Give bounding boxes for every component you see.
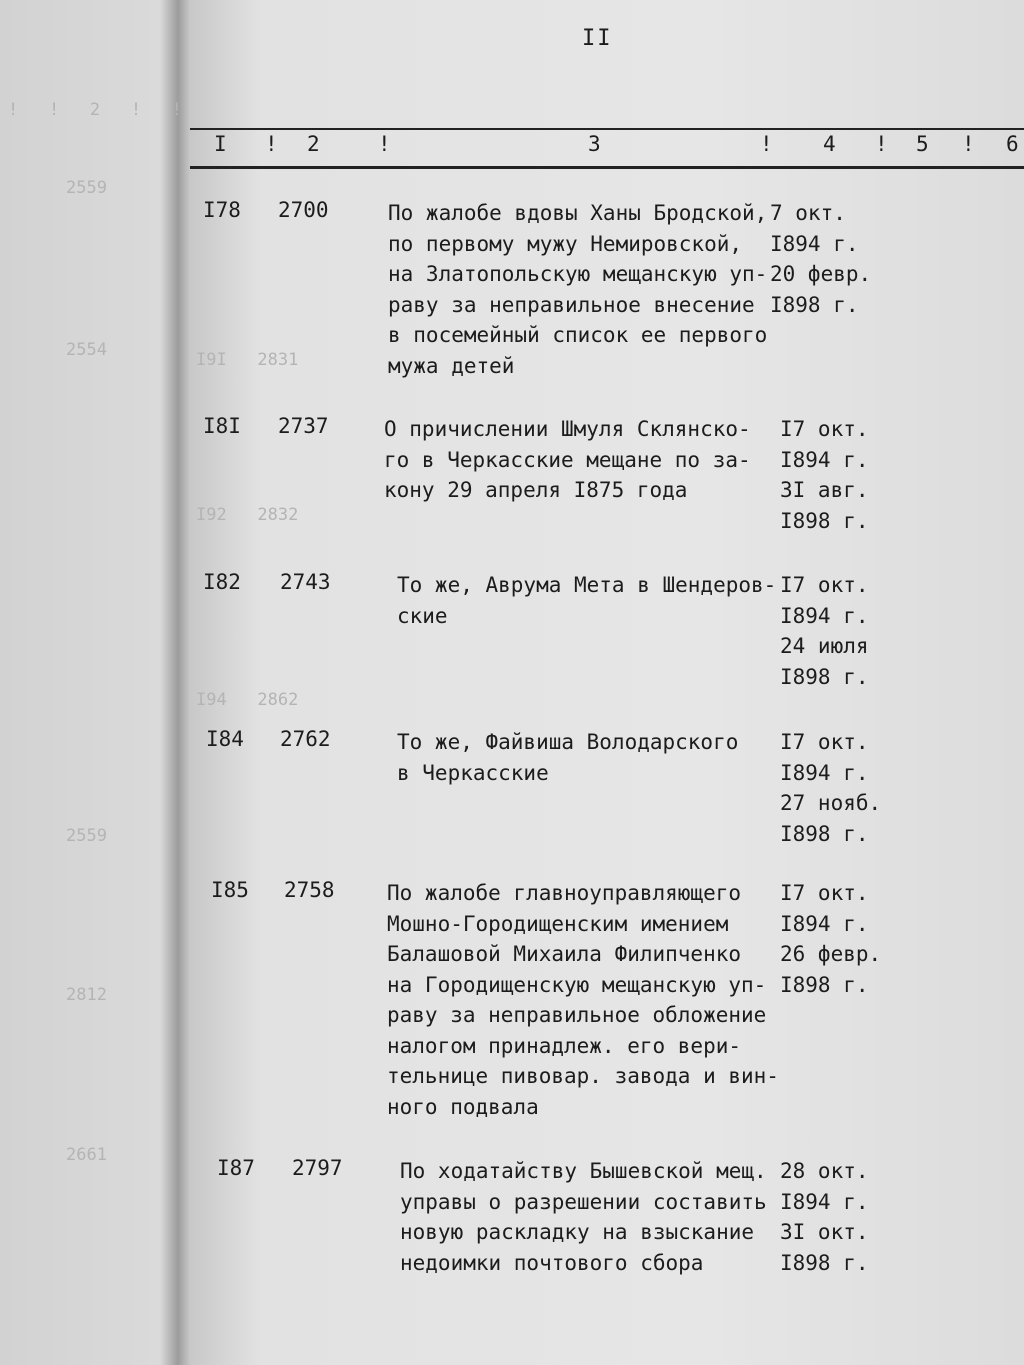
- entry-case-number: 2758: [284, 878, 335, 902]
- bleed-through-mark: 2661: [66, 1145, 107, 1165]
- date-line: 26 февр.: [780, 942, 882, 966]
- date-line: I898 г.: [780, 508, 869, 533]
- entry-case-number: 2762: [280, 727, 331, 751]
- date-line: 24 июля: [780, 634, 869, 658]
- header-col-5: 5: [916, 132, 929, 156]
- entry-dates: [780, 727, 881, 849]
- date-line: I898 г.: [780, 664, 869, 689]
- description-line: на Городищенскую мещанскую уп-: [387, 972, 767, 997]
- header-separator: !: [265, 132, 278, 156]
- description-line: го в Черкасские мещане по за-: [384, 447, 751, 472]
- entry-dates: [780, 878, 881, 1000]
- bleed-through-mark: 2812: [66, 985, 107, 1005]
- description-line: То же, Аврума Мета в Шендеров-: [397, 573, 777, 597]
- table-top-rule: [190, 128, 1024, 130]
- bleed-through-mark: I94 2862: [196, 690, 299, 710]
- entry-case-number: 2743: [280, 570, 331, 594]
- page-number: II: [582, 26, 613, 51]
- description-line: По жалобе главноуправляющего: [387, 881, 742, 905]
- description-line: мужа детей: [388, 353, 515, 378]
- description-line: По жалобе вдовы Ханы Бродской,: [388, 201, 768, 225]
- entry-description: [387, 878, 782, 1122]
- date-line: 28 окт.: [780, 1159, 869, 1183]
- bleed-through-mark: ! ! 2 ! !: [8, 100, 182, 120]
- entry-dates: [770, 198, 871, 320]
- description-line: в Черкасские: [397, 760, 549, 785]
- date-line: I898 г.: [780, 972, 869, 997]
- date-line: I894 г.: [780, 1189, 869, 1214]
- date-line: I7 окт.: [780, 417, 869, 441]
- description-line: ного подвала: [387, 1094, 539, 1119]
- date-line: I898 г.: [770, 292, 859, 317]
- entry-dates: [780, 570, 869, 692]
- header-separator: !: [378, 132, 391, 156]
- description-line: управы о разрешении составить: [400, 1189, 767, 1214]
- date-line: I898 г.: [780, 1250, 869, 1275]
- date-line: 7 окт.: [770, 201, 846, 225]
- entry-case-number: 2737: [278, 414, 329, 438]
- date-line: I7 окт.: [780, 573, 869, 597]
- date-line: I7 окт.: [780, 730, 869, 754]
- header-col-6: 6: [1006, 132, 1019, 156]
- description-line: Балашовой Михаила Филипченко: [387, 942, 742, 966]
- date-line: 20 февр.: [770, 262, 872, 286]
- entry-case-number: 2700: [278, 198, 329, 222]
- entry-number: I78: [203, 198, 241, 222]
- table-header-rule: [190, 166, 1024, 169]
- description-line: кону 29 апреля I875 года: [384, 478, 688, 502]
- date-line: I7 окт.: [780, 881, 869, 905]
- date-line: I894 г.: [780, 911, 869, 936]
- description-line: ские: [397, 603, 448, 628]
- entry-number: I87: [217, 1156, 255, 1180]
- bleed-through-mark: 2559: [66, 178, 107, 198]
- description-line: тельнице пивовар. завода и вин-: [387, 1064, 779, 1088]
- description-line: недоимки почтового сбора: [400, 1250, 704, 1275]
- description-line: По ходатайству Бышевской мещ.: [400, 1159, 767, 1183]
- date-line: 3I авг.: [780, 478, 869, 502]
- bleed-through-mark: 2554: [66, 340, 107, 360]
- header-separator: !: [875, 132, 888, 156]
- entry-description: [400, 1156, 795, 1278]
- header-separator: !: [962, 132, 975, 156]
- date-line: 27 нояб.: [780, 791, 882, 815]
- entry-description: [384, 414, 779, 506]
- description-line: То же, Файвиша Володарского: [397, 730, 739, 754]
- entry-description: [397, 727, 792, 788]
- date-line: I898 г.: [780, 821, 869, 846]
- description-line: налогом принадлеж. его вери-: [387, 1033, 742, 1058]
- entry-description: [388, 198, 783, 381]
- date-line: I894 г.: [780, 603, 869, 628]
- entry-number: I82: [203, 570, 241, 594]
- entry-number: I8I: [203, 414, 241, 438]
- header-separator: !: [760, 132, 773, 156]
- entry-case-number: 2797: [292, 1156, 343, 1180]
- description-line: в посемейный список ее первого: [388, 323, 768, 347]
- description-line: Мошно-Городищенским имением: [387, 911, 729, 936]
- description-line: новую раскладку на взыскание: [400, 1220, 755, 1244]
- date-line: I894 г.: [770, 231, 859, 256]
- description-line: раву за неправильное обложение: [387, 1003, 767, 1027]
- date-line: 3I окт.: [780, 1220, 869, 1244]
- entry-description: [397, 570, 792, 631]
- entry-dates: [780, 1156, 869, 1278]
- entry-number: I84: [206, 727, 244, 751]
- description-line: по первому мужу Немировской,: [388, 231, 743, 256]
- header-col-1: I: [214, 132, 227, 156]
- bleed-through-mark: 2559: [66, 826, 107, 846]
- header-col-4: 4: [823, 132, 836, 156]
- date-line: I894 г.: [780, 760, 869, 785]
- description-line: раву за неправильное внесение: [388, 292, 755, 317]
- date-line: I894 г.: [780, 447, 869, 472]
- bleed-through-mark: I9I 2831: [196, 350, 299, 370]
- header-col-2: 2: [307, 132, 320, 156]
- description-line: О причислении Шмуля Склянско-: [384, 417, 751, 441]
- bleed-through-mark: I92 2832: [196, 505, 299, 525]
- header-col-3: 3: [588, 132, 601, 156]
- description-line: на Златопольскую мещанскую уп-: [388, 262, 768, 286]
- entry-dates: [780, 414, 869, 536]
- entry-number: I85: [211, 878, 249, 902]
